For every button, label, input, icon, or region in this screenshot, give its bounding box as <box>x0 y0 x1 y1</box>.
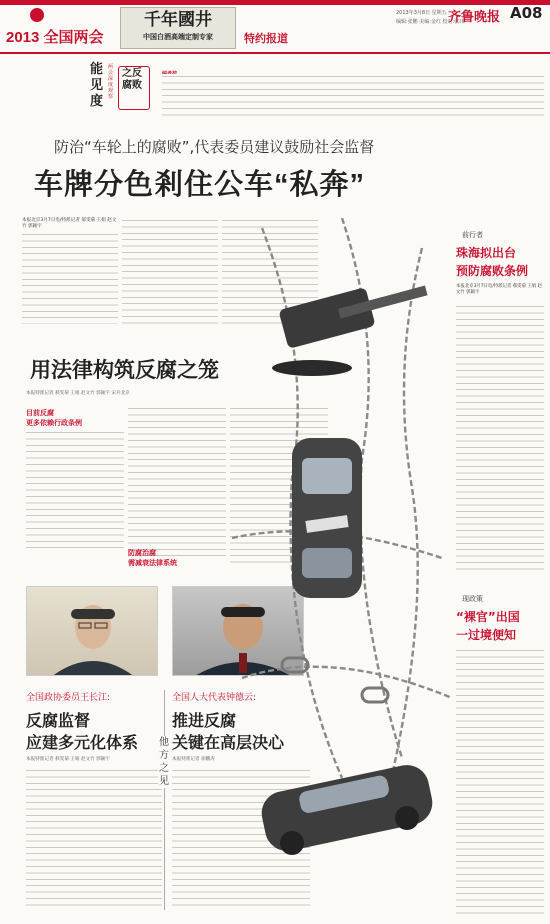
body-col-1 <box>22 232 118 324</box>
body-col-2 <box>122 218 218 324</box>
subhead-2a-line2: 更多依赖行政条例 <box>26 419 82 427</box>
right-tag-1: 前行者 <box>462 231 483 239</box>
right-head-2b: 一过境便知 <box>456 628 517 642</box>
left-speaker-name: 全国政协委员王长江: <box>26 693 111 703</box>
car-icon <box>292 438 362 598</box>
column-logo-sub: 两会深度观察 <box>108 64 114 100</box>
mid-head-2: 关键在高层决心 <box>172 733 285 752</box>
mid-speaker-name: 全国人大代表钟德云: <box>172 693 257 703</box>
main-headline: 车牌分色剎住公车“私奔” <box>34 169 366 201</box>
gavel-icon <box>272 286 428 376</box>
page-number: A08 <box>510 4 543 22</box>
column-logo <box>88 60 152 122</box>
header-rule <box>0 52 550 54</box>
right-head-1a: 珠海拟出台 <box>456 246 517 260</box>
subhead-2b: 防腐治腐 <box>128 549 156 557</box>
header-top-stripe <box>0 0 550 5</box>
masthead-ad <box>120 7 236 49</box>
event-label: 2013 全国两会 <box>6 29 104 46</box>
column-logo-chars: 能见度 <box>90 62 104 109</box>
subhead-2b-line2: 需减衰法律系统 <box>128 559 177 567</box>
car-2-icon <box>258 761 437 855</box>
left-head-1: 反腐监督 <box>26 711 91 730</box>
masthead-title: 千年國井 <box>144 10 212 30</box>
body-law-1 <box>26 430 124 552</box>
date-line: 2013年3月8日 星期五 <box>396 10 447 16</box>
photo-wang-changjiang <box>26 586 158 676</box>
editor-note-text <box>162 74 544 118</box>
left-head-2: 应建多元化体系 <box>26 733 139 752</box>
vertical-rule <box>164 690 165 910</box>
masthead-sub: 中国白酒高端定制专家 <box>143 33 213 41</box>
headline-law: 用法律构筑反腐之笼 <box>30 358 219 382</box>
right-body-1 <box>456 304 544 572</box>
paper-name: 齐鲁晚报 <box>448 10 501 25</box>
subheadline: 防治“车轮上的腐败”,代表委员建议鼓励社会监督 <box>54 138 375 156</box>
right-body-2 <box>456 648 544 916</box>
vertical-label: 他方之见 <box>159 737 169 787</box>
event-logo-icon <box>30 8 44 22</box>
mid-head-1: 推进反腐 <box>172 711 237 730</box>
column-logo-right: 之反腐败 <box>122 68 142 91</box>
byline-main: 本报北京3月7日电/特派记者 郝雯菊 王娟 赵文竹 郭颖宇 <box>22 218 117 230</box>
right-head-2a: “裸官”出国 <box>456 610 520 624</box>
portrait-icon <box>27 587 158 676</box>
special-report-label: 特约报道 <box>244 32 288 45</box>
chained-car-illustration <box>222 218 452 918</box>
left-body <box>26 768 162 908</box>
right-byline: 本报北京3月7日电/特派记者 郝雯菊 王娟 赵文竹 郭颖宇 <box>456 284 542 296</box>
left-byline: 本报特派记者 郝雯菊 王娟 赵文竹 郭颖宇 <box>26 757 110 762</box>
right-head-1b: 预防腐败条例 <box>456 264 529 278</box>
right-tag-2: 现政策 <box>462 595 483 603</box>
mid-byline: 本报特派记者 徐鹏涛 <box>172 757 215 762</box>
byline-law: 本报特派记者 郝雯菊 王娟 赵文竹 郭颖宇 宋开北京 <box>26 391 130 396</box>
editors-line: 编辑:张鹏 美编:金红 校对:张玮 <box>396 19 465 25</box>
body-law-2 <box>128 406 226 556</box>
subhead-2a: 目前反腐 <box>26 409 54 417</box>
